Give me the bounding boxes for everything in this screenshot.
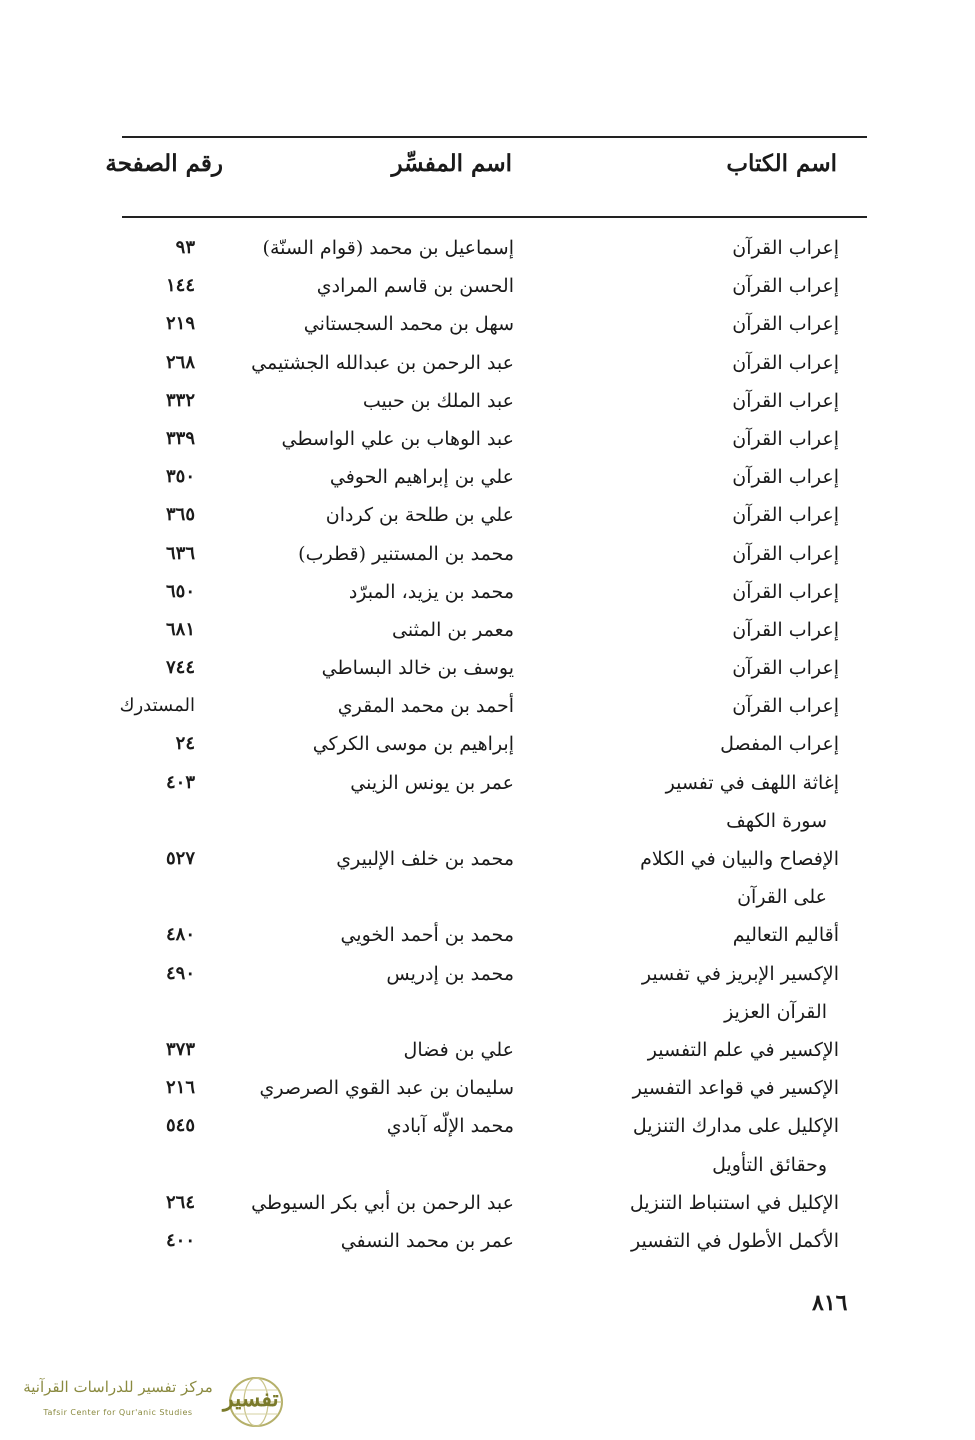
page-ref: ١٤٤ (165, 275, 195, 297)
book-name: الإكسير في علم التفسير (647, 1038, 839, 1061)
book-name: الإكليل في استنباط التنزيل (629, 1191, 839, 1214)
page-ref: ٣٣٩ (165, 427, 195, 449)
page-ref: ٤٩٠ (165, 962, 195, 984)
header-author-name: اسم المفسِّر (391, 150, 512, 177)
author-name: علي بن فضال (403, 1038, 514, 1061)
page-ref: ٧٤٤ (165, 657, 195, 679)
book-name: على القرآن (737, 886, 827, 909)
book-name: إعراب المفصل (720, 733, 839, 756)
page-ref: ٩٣ (175, 237, 195, 258)
page-ref: ٣٥٠ (165, 466, 195, 488)
author-name: محمد بن يزيد، المبرّد (348, 580, 514, 603)
page-ref: ٦٣٦ (165, 542, 195, 564)
table-row (0, 650, 975, 688)
top-rule (122, 136, 867, 138)
page-ref: ٢٦٤ (165, 1191, 195, 1213)
book-name: الإكليل على مدارك التنزيل (632, 1115, 839, 1138)
table-row (0, 268, 975, 306)
author-name: محمد الإلّه آبادي (386, 1115, 514, 1138)
page-number: ٨١٦ (812, 1290, 848, 1316)
table-row (0, 994, 975, 1032)
page-ref: ٤٠٠ (165, 1229, 195, 1251)
header-page-number: رقم الصفحة (105, 150, 223, 177)
author-name: علي بن إبراهيم الحوفي (329, 466, 514, 489)
table-row (0, 1032, 975, 1070)
book-name: إعراب القرآن (732, 695, 839, 718)
author-name: عبد الرحمن بن أبي بكر السيوطي (251, 1191, 514, 1214)
table-row (0, 765, 975, 803)
table-row (0, 497, 975, 535)
book-name: إعراب القرآن (732, 504, 839, 527)
table-row (0, 803, 975, 841)
book-name: إعراب القرآن (732, 389, 839, 412)
author-name: إبراهيم بن موسى الكركي (312, 733, 514, 756)
page-ref: ٢٦٨ (165, 351, 195, 373)
table-row (0, 956, 975, 994)
author-name: سليمان بن عبد القوي الصرصري (259, 1077, 514, 1100)
table-row (0, 230, 975, 268)
page-ref: ٥٢٧ (165, 848, 195, 869)
page-ref: ٣٣٢ (165, 389, 195, 411)
page-ref: ٢١٩ (165, 313, 195, 335)
page-ref: ٣٧٣ (165, 1038, 195, 1060)
table-row (0, 1108, 975, 1146)
book-name: إعراب القرآن (732, 618, 839, 641)
page-ref: ٦٨١ (165, 618, 195, 640)
tafsir-center-logo (18, 1374, 288, 1430)
page-ref: ٢١٦ (165, 1077, 195, 1099)
table-row (0, 1070, 975, 1108)
book-name: الإكسير في قواعد التفسير (632, 1077, 839, 1100)
author-name: محمد بن خلف الإلبيري (336, 848, 514, 870)
author-name: محمد بن أحمد الخويي (340, 924, 514, 947)
page-ref: ٦٥٠ (165, 580, 195, 602)
book-name: وحقائق التأويل (712, 1153, 827, 1176)
author-name: يوسف بن خالد البساطي (321, 657, 514, 680)
author-name: محمد بن المستنير (قطرب) (298, 542, 514, 565)
table-body (0, 230, 975, 1261)
table-row (0, 726, 975, 764)
book-name: إعراب القرآن (732, 237, 839, 259)
table-row (0, 1223, 975, 1261)
author-name: محمد بن إدريس (386, 962, 514, 985)
page-ref: المستدرك (119, 695, 195, 717)
author-name: عبد الملك بن حبيب (362, 389, 514, 412)
table-row (0, 459, 975, 497)
author-name: إسماعيل بن محمد (قوام السنّة) (262, 237, 514, 259)
book-name: الإفصاح والبيان في الكلام (640, 848, 839, 870)
table-row (0, 879, 975, 917)
author-name: أحمد بن محمد المقري (337, 695, 514, 718)
table-row (0, 1185, 975, 1223)
book-name: إعراب القرآن (732, 427, 839, 450)
table-row (0, 383, 975, 421)
table-row (0, 688, 975, 726)
page-ref: ٥٤٥ (165, 1115, 195, 1137)
author-name: عبد الوهاب بن علي الواسطي (281, 427, 514, 450)
book-name: إعراب القرآن (732, 542, 839, 565)
table-row (0, 574, 975, 612)
author-name: الحسن بن قاسم المرادي (316, 275, 514, 298)
table-row (0, 841, 975, 879)
book-name: إعراب القرآن (732, 351, 839, 374)
page-ref: ٤٠٣ (165, 771, 195, 793)
book-name: القرآن العزيز (724, 1000, 827, 1023)
logo-arabic-text: مركز تفسير للدراسات القرآنية (23, 1378, 213, 1396)
table-row (0, 612, 975, 650)
book-name: الأكمل الأطول في التفسير (630, 1229, 839, 1252)
book-name: إعراب القرآن (732, 657, 839, 680)
book-name: إعراب القرآن (732, 275, 839, 298)
table-row (0, 345, 975, 383)
author-name: سهل بن محمد السجستاني (303, 313, 514, 336)
book-name: إغاثة اللهف في تفسير (665, 771, 839, 794)
book-name: إعراب القرآن (732, 466, 839, 489)
logo-word: تفسير (223, 1386, 279, 1412)
table-row (0, 306, 975, 344)
book-name: أقاليم التعاليم (732, 924, 839, 947)
page-ref: ٣٦٥ (165, 504, 195, 526)
author-name: علي بن طلحة بن كردان (325, 504, 514, 527)
page-ref: ٢٤ (175, 733, 195, 755)
header-book-name: اسم الكتاب (726, 150, 837, 177)
header-rule (122, 216, 867, 218)
page-ref: ٤٨٠ (165, 924, 195, 946)
author-name: عمر بن يونس الزيني (350, 771, 514, 794)
author-name: عبد الرحمن بن عبدالله الجشتيمي (251, 351, 514, 374)
book-name: إعراب القرآن (732, 580, 839, 603)
author-name: معمر بن المثنى (392, 618, 514, 641)
table-header (0, 150, 975, 200)
book-name: سورة الكهف (726, 809, 827, 832)
table-row (0, 917, 975, 955)
author-name: عمر بن محمد النسفي (340, 1229, 514, 1252)
logo-english-text: Tafsir Center for Qur'anic Studies (43, 1408, 193, 1417)
book-name: الإكسير الإبريز في تفسير (641, 962, 839, 985)
table-row (0, 536, 975, 574)
table-row (0, 1147, 975, 1185)
book-name: إعراب القرآن (732, 313, 839, 336)
table-row (0, 421, 975, 459)
